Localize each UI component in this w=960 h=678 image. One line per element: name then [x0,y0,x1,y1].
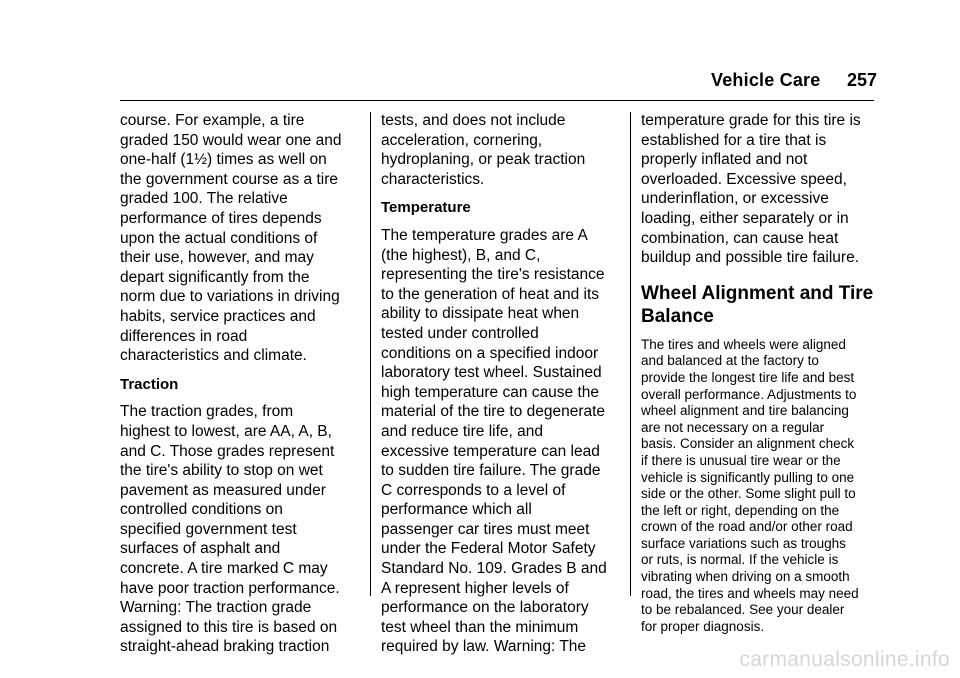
text-column-2 [381,111,621,657]
column-divider [370,112,371,596]
text-column-3 [641,111,886,635]
heading-wheel-alignment: Wheel Alignment and Tire Balance [641,282,874,327]
paragraph-temperature-continued: temperature grade for this tire is established for a tire that is properly inflated and not overloaded. Excessive speed, underinflation, or excessive loading, either separately or in combination, can cause heat buildup and possible tire failure. [641,112,861,267]
watermark-text: carmanualsonline.info [739,648,950,671]
paragraph-treadwear-continued: course. For example, a tire graded 150 would wear one and one-half (1½) times as well on the government course as a tire graded 100. The relative performance of tires depends upon the actual conditions of their use, however, and may depart significantly from the norm due to variations in driving habits, service practices and differences in road characteristics and climate. [120,112,342,365]
subheading-temperature: Temperature [381,199,471,217]
page-number: 257 [847,70,878,90]
section-title: Vehicle Care [711,70,821,90]
column-divider [630,112,631,596]
paragraph-wheel-alignment: The tires and wheels were aligned and balanced at the factory to provide the longest tire life and best overall performance. Adjustments to wheel alignment and tire balancing are not necessary on a regular basis. Consider an alignment check if there is unusual tire wear or the vehicle is significantly pulling to one side or the other. Some slight pull to the left or right, depending on the crown of the road and/or other road surface variations such as troughs or ruts, is normal. If the vehicle is vibrating when driving on a smooth road, the tires and wheels may need to be rebalanced. See your dealer for proper diagnosis. [641,336,859,634]
subheading-traction: Traction [120,375,179,393]
text-column-1 [120,111,360,657]
paragraph-traction-continued: tests, and does not include acceleration, cornering, hydroplaning, or peak traction characteristics. [381,112,586,188]
header-divider [120,100,874,101]
paragraph-traction: The traction grades, from highest to lowest, are AA, A, B, and C. Those grades represent the tire's ability to stop on wet pavement as measured under controlled conditions on specified government test surfaces of asphalt and concrete. A tire marked C may have poor traction performance. Warning: The traction grade assigned to this tire is based on straight-ahead braking traction [120,403,340,656]
paragraph-temperature: The temperature grades are A (the highest), B, and C, representing the tire's resistance to the generation of heat and its ability to dissipate heat when tested under controlled conditions on a specified indoor laboratory test wheel. Sustained high temperature can cause the material of the tire to degenerate and reduce tire life, and excessive temperature can lead to sudden tire failure. The grade C corresponds to a level of performance which all passenger car tires must meet under the Federal Motor Safety Standard No. 109. Grades B and A represent higher levels of performance on the laboratory test wheel than the minimum required by law. Warning: The [381,226,607,656]
